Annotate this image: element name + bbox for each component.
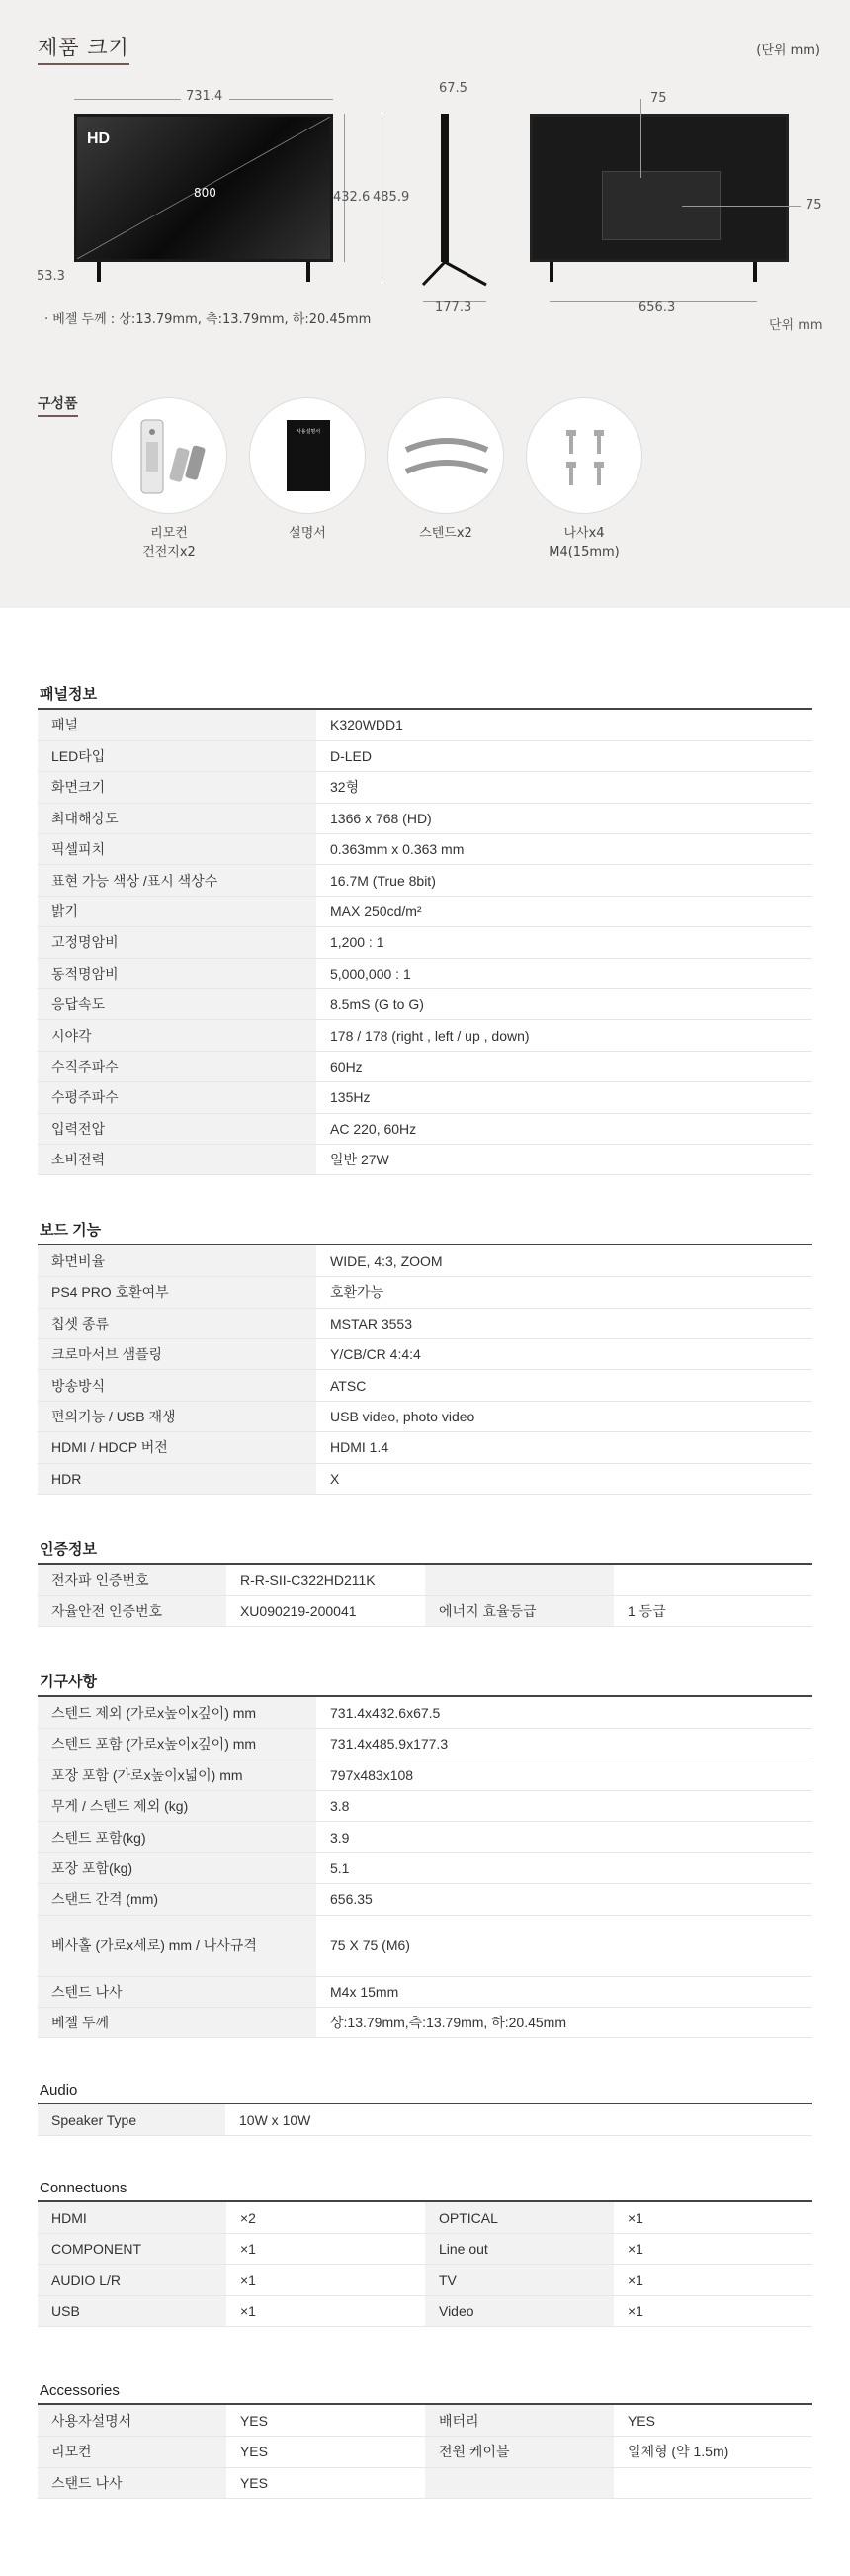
spec-label: 화면크기 [38,772,316,803]
spec-value: K320WDD1 [316,710,812,740]
bezel-note: · 베젤 두께 : 상:13.79mm, 측:13.79mm, 하:20.45mm [44,312,372,327]
spec-value: ×1 [614,2202,812,2233]
spec-value: HDMI 1.4 [316,1432,812,1463]
spec-label: 화면비율 [38,1245,316,1276]
audio-table [38,2104,812,2136]
certification-group [38,1532,812,1627]
table-row [38,2234,812,2265]
table-row [38,2007,812,2037]
spec-value: X [316,1463,812,1494]
spec-label: Line out [425,2234,614,2265]
connections-group [38,2174,812,2327]
spec-value: MAX 250cd/m² [316,896,812,926]
table-row [38,1082,812,1113]
table-row [38,1884,812,1915]
spec-value: 3.9 [316,1822,812,1852]
side-stand-depth-label: 177.3 [435,301,472,315]
table-row [38,989,812,1020]
section-title: 제품 크기 [38,32,129,65]
dim-line [640,99,641,178]
product-size-section [0,0,850,608]
table-row [38,1595,812,1626]
spec-value: ×1 [226,2234,425,2265]
accessories-group [38,2376,812,2499]
spec-value: Y/CB/CR 4:4:4 [316,1339,812,1370]
table-row [38,1144,812,1174]
table-row [38,1051,812,1081]
spec-value: 731.4x485.9x177.3 [316,1729,812,1760]
spec-value: R-R-SII-C322HD211K [226,1565,425,1595]
spec-value: 10W x 10W [225,2104,812,2135]
spec-label: 무게 / 스텐드 제외 (kg) [38,1790,316,1821]
spec-label: AUDIO L/R [38,2265,226,2295]
spec-value: 0.363mm x 0.363 mm [316,834,812,865]
spec-value: 5,000,000 : 1 [316,958,812,988]
table-row [38,803,812,833]
spec-value: 호환가능 [316,1277,812,1308]
spec-label: COMPONENT [38,2234,226,2265]
spec-label: 에너지 효율등급 [425,1595,614,1626]
spec-label: 소비전력 [38,1144,316,1174]
group-title: 인증정보 [38,1532,812,1565]
group-title: 기구사항 [38,1665,812,1697]
group-title: 패널정보 [38,677,812,710]
manual-cover-text: 사용설명서 [296,429,321,435]
component-label [100,524,238,561]
spec-label: Video [425,2295,614,2326]
certification-table [38,1565,812,1627]
manual-circle [249,397,366,514]
table-row [38,2405,812,2436]
spec-label: 포장 포함 (가로x높이x넓이) mm [38,1760,316,1790]
stand-leg [306,262,310,282]
manual-icon [287,420,330,491]
table-row [38,1790,812,1821]
table-row [38,2265,812,2295]
table-row [38,1729,812,1760]
spec-label [425,2467,614,2498]
stand-height-label: 53.3 [37,269,65,284]
spec-label: TV [425,2265,614,2295]
spec-value [614,2467,812,2498]
board-function-table [38,1245,812,1495]
table-row [38,2295,812,2326]
spec-value: 656.35 [316,1884,812,1915]
spec-label: 표현 가능 색상 /표시 색상수 [38,865,316,896]
spec-value: YES [226,2467,425,2498]
spec-label: 자율안전 인증번호 [38,1595,226,1626]
component-label-line: 스텐드x2 [419,526,472,541]
component-label-line: 리모컨 [150,526,188,541]
spec-label: 고정명암비 [38,927,316,958]
audio-group [38,2076,812,2136]
spec-value: YES [614,2405,812,2436]
spec-value: AC 220, 60Hz [316,1113,812,1144]
component-label [238,524,377,543]
spec-value: 1366 x 768 (HD) [316,803,812,833]
spec-label: 스텐드 나사 [38,1976,316,2007]
spec-label: 배터리 [425,2405,614,2436]
spec-value: 75 X 75 (M6) [316,1915,812,1976]
spec-value: 60Hz [316,1051,812,1081]
spec-value: 3.8 [316,1790,812,1821]
spec-label: 전자파 인증번호 [38,1565,226,1595]
spec-label: 스탠드 간격 (mm) [38,1884,316,1915]
spec-value: 731.4x432.6x67.5 [316,1697,812,1728]
spec-label: 베사홀 (가로x세로) mm / 나사규격 [38,1915,316,1976]
mechanical-table [38,1697,812,2038]
table-row [38,1463,812,1494]
table-row [38,2467,812,2498]
spec-value: ×2 [226,2202,425,2233]
spec-label: 베젤 두께 [38,2007,316,2037]
spec-label: 패널 [38,710,316,740]
unit-bottom-label: 단위 mm [769,318,823,333]
screw-icon [527,398,643,515]
spec-label: HDR [38,1463,316,1494]
spec-label: 리모컨 [38,2437,226,2467]
spec-value: 797x483x108 [316,1760,812,1790]
table-row [38,865,812,896]
stand-icon [388,398,505,515]
spec-value: YES [226,2437,425,2467]
table-row [38,1760,812,1790]
panel-info-table [38,710,812,1175]
spec-label: 수직주파수 [38,1051,316,1081]
table-row [38,1976,812,2007]
spec-label: 최대해상도 [38,803,316,833]
spec-value: MSTAR 3553 [316,1308,812,1338]
dim-line [682,206,801,207]
remote-icon [112,398,228,515]
front-panel-height-label: 432.6 [333,190,371,205]
stand-gap-label: 656.3 [638,301,676,315]
stand-leg [550,262,553,282]
table-row [38,1339,812,1370]
spec-label: 크로마서브 샘플링 [38,1339,316,1370]
table-row [38,927,812,958]
spec-label: 밝기 [38,896,316,926]
table-row [38,772,812,803]
spec-label: 픽셀피치 [38,834,316,865]
stand-circle [387,397,504,514]
spec-label: HDMI / HDCP 버전 [38,1432,316,1463]
spec-label: PS4 PRO 호환여부 [38,1277,316,1308]
tv-front-view [74,114,333,262]
spec-label [425,1565,614,1595]
tv-side-view [441,114,449,262]
table-row [38,1697,812,1728]
spec-value: XU090219-200041 [226,1595,425,1626]
spec-value: 1,200 : 1 [316,927,812,958]
spec-value: M4x 15mm [316,1976,812,2007]
spec-label: 동적명암비 [38,958,316,988]
spec-value: 일체형 (약 1.5m) [614,2437,812,2467]
table-row [38,1245,812,1276]
table-row [38,1915,812,1976]
table-row [38,1020,812,1051]
side-stand-icon [415,257,494,297]
spec-value: ×1 [226,2295,425,2326]
accessories-table [38,2405,812,2499]
spec-label: LED타입 [38,740,316,771]
front-total-height-label: 485.9 [373,190,410,205]
table-row [38,1113,812,1144]
table-row [38,740,812,771]
group-title: 보드 기능 [38,1213,812,1245]
table-row [38,2104,812,2135]
table-row [38,1822,812,1852]
table-row [38,1852,812,1883]
group-title: Connectuons [38,2174,812,2202]
component-label-line: 설명서 [289,526,326,541]
remote-circle [111,397,227,514]
spec-value: 32형 [316,772,812,803]
side-depth-label: 67.5 [439,81,468,96]
stand-leg [97,262,101,282]
unit-label: (단위 mm) [756,43,820,58]
spec-value: WIDE, 4:3, ZOOM [316,1245,812,1276]
connections-table [38,2202,812,2327]
components-title: 구성품 [38,393,78,417]
spec-label: 스텐드 포함 (가로x높이x깊이) mm [38,1729,316,1760]
table-row [38,1432,812,1463]
table-row [38,896,812,926]
table-row [38,710,812,740]
table-row [38,2202,812,2233]
spec-value: 135Hz [316,1082,812,1113]
spec-label: 스텐드 제외 (가로x높이x깊이) mm [38,1697,316,1728]
spec-label: 입력전압 [38,1113,316,1144]
spec-label: 포장 포함(kg) [38,1852,316,1883]
spec-section [0,608,850,2576]
spec-value: ×1 [614,2295,812,2326]
spec-label: HDMI [38,2202,226,2233]
dim-line [229,99,333,100]
stand-leg [753,262,757,282]
spec-label: 스탠드 나사 [38,2467,226,2498]
board-function-group [38,1213,812,1495]
tv-back-view [530,114,789,262]
mechanical-group [38,1665,812,2038]
spec-label: USB [38,2295,226,2326]
vesa-horizontal-label: 75 [806,198,822,213]
spec-label: 사용자설명서 [38,2405,226,2436]
component-label [515,524,653,561]
diagonal-label: 800 [194,186,216,200]
table-row [38,958,812,988]
table-row [38,834,812,865]
front-width-label: 731.4 [186,89,223,104]
spec-value: 일반 27W [316,1144,812,1174]
spec-value: USB video, photo video [316,1401,812,1431]
spec-label: OPTICAL [425,2202,614,2233]
table-row [38,1370,812,1401]
dim-line [74,99,181,100]
component-label-line: 건전지x2 [142,545,196,559]
spec-label: 방송방식 [38,1370,316,1401]
spec-value: 5.1 [316,1852,812,1883]
spec-value: 상:13.79mm,측:13.79mm, 하:20.45mm [316,2007,812,2037]
panel-info-group [38,677,812,1175]
screw-circle [526,397,642,514]
spec-value: 8.5mS (G to G) [316,989,812,1020]
spec-value: YES [226,2405,425,2436]
table-row [38,1565,812,1595]
spec-value: 16.7M (True 8bit) [316,865,812,896]
component-label [377,524,515,543]
spec-value: D-LED [316,740,812,771]
component-label-line: 나사x4 [563,526,605,541]
spec-label: 수평주파수 [38,1082,316,1113]
spec-value: ×1 [614,2234,812,2265]
spec-label: 전원 케이블 [425,2437,614,2467]
group-title: Accessories [38,2376,812,2405]
spec-label: 응답속도 [38,989,316,1020]
spec-label: 칩셋 종류 [38,1308,316,1338]
spec-value [614,1565,812,1595]
spec-label: 시야각 [38,1020,316,1051]
spec-label: Speaker Type [38,2104,225,2135]
spec-value: 1 등급 [614,1595,812,1626]
spec-value: ATSC [316,1370,812,1401]
spec-label: 편의기능 / USB 재생 [38,1401,316,1431]
group-title: Audio [38,2076,812,2104]
table-row [38,1277,812,1308]
spec-value: 178 / 178 (right , left / up , down) [316,1020,812,1051]
vesa-vertical-label: 75 [650,91,667,106]
spec-label: 스텐드 포함(kg) [38,1822,316,1852]
table-row [38,2437,812,2467]
hd-badge: HD [87,130,111,147]
spec-value: ×1 [614,2265,812,2295]
table-row [38,1401,812,1431]
component-label-line: M4(15mm) [549,545,620,559]
table-row [38,1308,812,1338]
spec-value: ×1 [226,2265,425,2295]
dim-line [344,114,345,262]
